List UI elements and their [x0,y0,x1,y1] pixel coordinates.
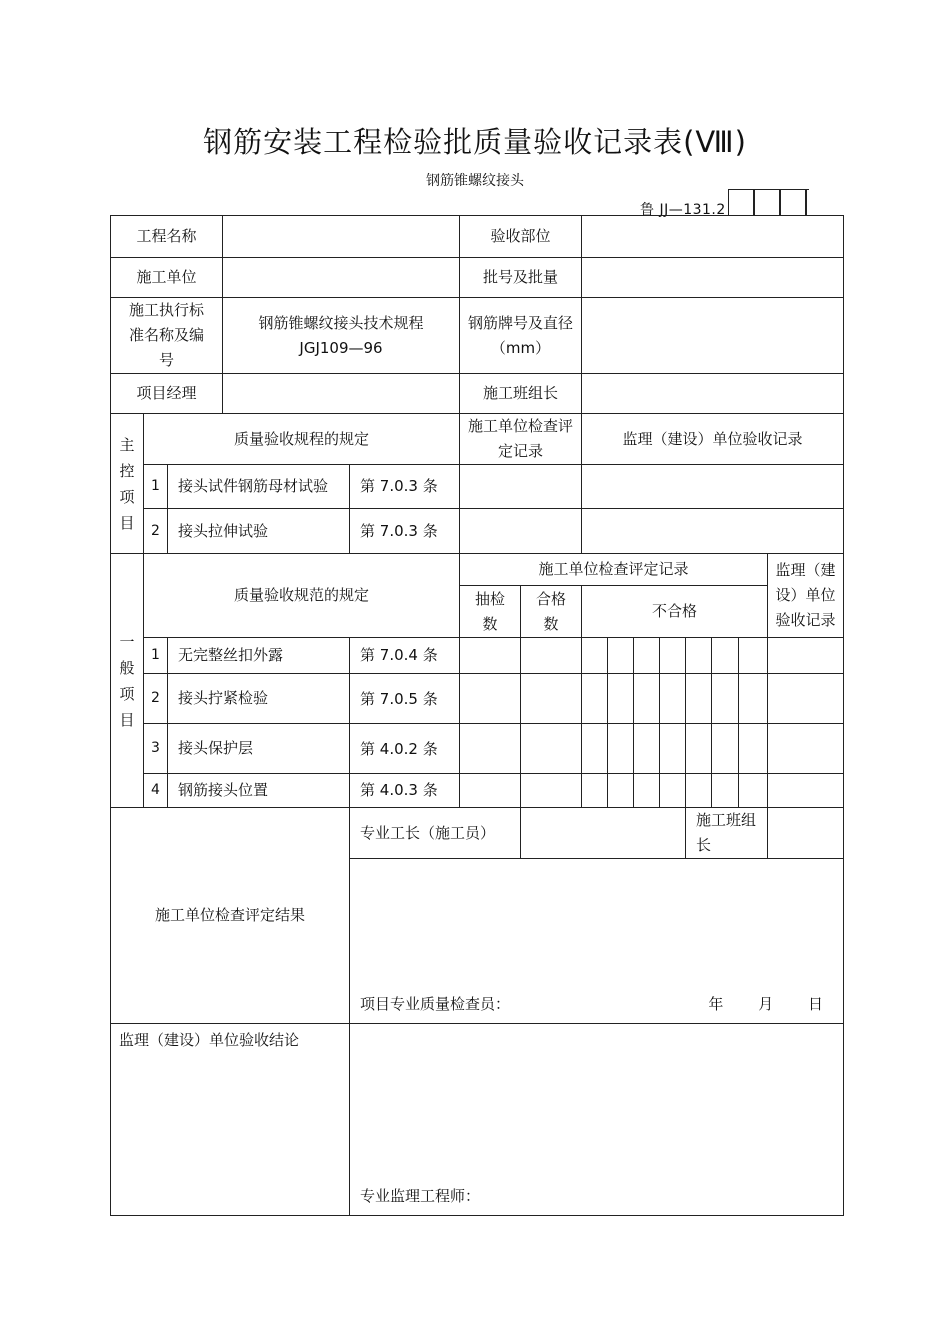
general-row-4-item: 钢筋接头位置 [168,774,350,808]
main-rule-header: 质量验收规程的规定 [144,414,460,465]
general-row-2-no: 2 [144,674,168,724]
row-manager [111,374,844,414]
inspector-label: 项目专业质量检查员： [360,995,511,1013]
general-row-1-fail-cell[interactable] [582,638,608,674]
main-row-1-no: 1 [144,465,168,509]
main-row-2-clause: 第 7.0.3 条 [350,509,460,554]
general-check-header: 施工单位检查评定记录 [460,554,768,586]
main-row-2-item: 接头拉伸试验 [168,509,350,554]
general-row-4-fail-cell[interactable] [660,774,686,808]
general-row-3-pass[interactable] [521,724,582,774]
main-row-1 [111,465,844,509]
batch-label: 批号及批量 [460,258,582,298]
result-label: 施工单位检查评定结果 [111,808,350,1024]
general-row-4-supervision[interactable] [768,774,844,808]
code-box-3[interactable] [780,189,806,215]
main-row-2 [111,509,844,554]
general-row-2-fail-cell[interactable] [634,674,660,724]
general-row-1-fail-cell[interactable] [634,638,660,674]
general-row-1 [111,638,844,674]
project-name-label: 工程名称 [111,216,223,258]
general-row-1-supervision[interactable] [768,638,844,674]
general-row-2-fail-cell[interactable] [712,674,739,724]
general-row-4-fail-cell[interactable] [608,774,634,808]
construction-unit-value[interactable] [223,258,460,298]
form-title: 钢筋安装工程检验批质量验收记录表(Ⅷ) [203,125,747,159]
general-row-3-fail-cell[interactable] [582,724,608,774]
date-year: 年 [708,995,724,1013]
conclusion-body[interactable] [350,1024,844,1216]
manager-label: 项目经理 [111,374,223,414]
general-row-3-supervision[interactable] [768,724,844,774]
general-row-2-fail-cell[interactable] [582,674,608,724]
general-row-1-fail-cell[interactable] [686,638,712,674]
manager-value[interactable] [223,374,460,414]
main-row-2-no: 2 [144,509,168,554]
general-row-3 [111,724,844,774]
rebar-label: 钢筋牌号及直径（mm） [460,298,582,374]
row-conclusion [111,1024,844,1216]
general-row-2-fail-cell[interactable] [660,674,686,724]
general-row-1-item: 无完整丝扣外露 [168,638,350,674]
general-row-3-sample[interactable] [460,724,521,774]
main-supervision-header: 监理（建设）单位验收记录 [582,414,844,465]
general-row-4-fail-cell[interactable] [739,774,768,808]
general-row-1-fail-cell[interactable] [660,638,686,674]
pass-count-label: 合格数 [521,586,582,638]
general-row-4-no: 4 [144,774,168,808]
engineer-label: 专业监理工程师： [360,1187,481,1205]
general-row-3-clause: 第 4.0.2 条 [350,724,460,774]
team-leader-value[interactable] [582,374,844,414]
foreman-label: 专业工长（施工员） [350,808,521,859]
general-row-2-sample[interactable] [460,674,521,724]
main-row-1-clause: 第 7.0.3 条 [350,465,460,509]
main-row-1-supervision[interactable] [582,465,844,509]
general-row-2-fail-cell[interactable] [608,674,634,724]
row-project-name [111,216,844,258]
standard-value [223,298,460,374]
general-row-1-fail-cell[interactable] [608,638,634,674]
general-row-4-sample[interactable] [460,774,521,808]
general-row-3-fail-cell[interactable] [686,724,712,774]
main-row-1-check[interactable] [460,465,582,509]
general-supervision-header: 监理（建设）单位验收记录 [768,554,844,638]
batch-value[interactable] [582,258,844,298]
general-row-1-no: 1 [144,638,168,674]
row-general-header-1 [111,554,844,586]
general-row-3-fail-cell[interactable] [712,724,739,774]
result-body[interactable] [350,859,844,1024]
general-row-4 [111,774,844,808]
construction-unit-label: 施工单位 [111,258,223,298]
general-row-4-pass[interactable] [521,774,582,808]
conclusion-label: 监理（建设）单位验收结论 [111,1024,350,1216]
row-main-header [111,414,844,465]
general-items-label: 一般项目 [111,554,144,808]
general-row-2-item: 接头拧紧检验 [168,674,350,724]
standard-code: JGJ109—96 [299,338,383,357]
code-box-2[interactable] [754,189,780,215]
general-row-2-pass[interactable] [521,674,582,724]
foreman-value[interactable] [521,808,686,859]
form-subtitle: 钢筋锥螺纹接头 [426,173,524,189]
general-row-3-fail-cell[interactable] [608,724,634,774]
general-row-2-fail-cell[interactable] [739,674,768,724]
row-result-top [111,808,844,859]
sample-count-label: 抽检数 [460,586,521,638]
standard-name: 钢筋锥螺纹接头技术规程 [258,313,424,332]
general-row-2-fail-cell[interactable] [686,674,712,724]
result-team-leader-value[interactable] [768,808,844,859]
general-rule-header: 质量验收规范的规定 [144,554,460,638]
inspection-record-table [110,215,844,1216]
main-items-label: 主控项目 [111,414,144,554]
general-row-3-fail-cell[interactable] [634,724,660,774]
result-team-leader-label: 施工班组长 [686,808,768,859]
general-row-1-pass[interactable] [521,638,582,674]
code-box-1[interactable] [728,189,754,215]
code-box-edge [806,189,809,215]
date-day: 日 [808,995,824,1013]
result-date [708,992,823,1017]
general-row-4-fail-cell[interactable] [582,774,608,808]
general-row-1-sample[interactable] [460,638,521,674]
form-code: 鲁 JJ—131.2 [640,202,726,218]
general-row-3-fail-cell[interactable] [739,724,768,774]
fail-label: 不合格 [582,586,768,638]
row-construction-unit [111,258,844,298]
general-row-4-fail-cell[interactable] [686,774,712,808]
standard-label: 施工执行标准名称及编号 [111,298,223,374]
main-row-2-supervision[interactable] [582,509,844,554]
date-month: 月 [758,995,774,1013]
acceptance-part-label: 验收部位 [460,216,582,258]
team-leader-label: 施工班组长 [460,374,582,414]
general-row-1-fail-cell[interactable] [739,638,768,674]
general-row-2-clause: 第 7.0.5 条 [350,674,460,724]
row-standard [111,298,844,374]
general-row-1-fail-cell[interactable] [712,638,739,674]
general-row-3-item: 接头保护层 [168,724,350,774]
acceptance-part-value[interactable] [582,216,844,258]
general-row-3-fail-cell[interactable] [660,724,686,774]
main-check-header: 施工单位检查评定记录 [460,414,582,465]
main-row-1-item: 接头试件钢筋母材试验 [168,465,350,509]
general-row-4-fail-cell[interactable] [712,774,739,808]
general-row-4-fail-cell[interactable] [634,774,660,808]
project-name-value[interactable] [223,216,460,258]
general-row-3-no: 3 [144,724,168,774]
general-row-2-supervision[interactable] [768,674,844,724]
rebar-value[interactable] [582,298,844,374]
general-row-1-clause: 第 7.0.4 条 [350,638,460,674]
main-row-2-check[interactable] [460,509,582,554]
general-row-4-clause: 第 4.0.3 条 [350,774,460,808]
general-row-2 [111,674,844,724]
